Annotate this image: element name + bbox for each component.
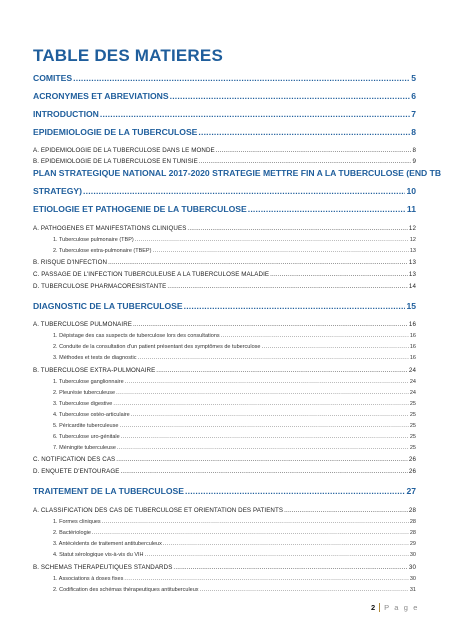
toc-leader-dots [199, 158, 412, 165]
toc-subsubentry[interactable] [33, 445, 416, 451]
toc-subsubentry[interactable] [33, 423, 416, 429]
toc-subsubentry[interactable] [33, 401, 416, 407]
toc-leader-dots [117, 445, 409, 451]
toc-subsubentry[interactable] [33, 333, 416, 339]
toc-subentry[interactable] [33, 259, 416, 266]
toc-leader-dots [92, 530, 409, 536]
toc-entry-label: D. TUBERCULOSE PHARMACORESISTANTE [33, 283, 167, 290]
toc-entry-plan-line1[interactable]: PLAN STRATEGIQUE NATIONAL 2017-2020 STRATEGIE METTRE FIN A LA TUBERCULOSE (END TB [33, 168, 442, 178]
toc-page-number: 27 [406, 486, 416, 496]
toc-page-number: 30 [409, 552, 416, 558]
toc-entry-traitement[interactable] [33, 486, 416, 496]
toc-page-number: 26 [408, 468, 416, 475]
toc-leader-dots [163, 541, 409, 547]
toc-leader-dots [73, 73, 410, 83]
toc-subsubentry[interactable] [33, 552, 416, 558]
toc-subsubentry[interactable] [33, 576, 416, 582]
toc-leader-dots [83, 186, 405, 196]
toc-page-number: 26 [408, 456, 416, 463]
toc-entry-diagnostic[interactable] [33, 301, 416, 311]
toc-page-number: 16 [409, 344, 416, 350]
toc-entry-label: A. TUBERCULOSE PULMONAIRE [33, 321, 133, 328]
toc-page-number: 30 [409, 576, 416, 582]
toc-leader-dots [102, 519, 409, 525]
toc-page-number: 25 [409, 423, 416, 429]
toc-entry-label: INTRODUCTION [33, 109, 99, 119]
toc-subsubentry[interactable] [33, 237, 416, 243]
toc-page-number: 13 [408, 271, 416, 278]
toc-page-number: 12 [408, 225, 416, 232]
toc-entry-comites[interactable] [33, 73, 416, 83]
toc-leader-dots [156, 367, 408, 374]
toc-entry-label: 1. Tuberculose ganglionnaire [53, 379, 124, 385]
toc-leader-dots [133, 321, 408, 328]
toc-leader-dots [187, 225, 407, 232]
toc-subentry[interactable] [33, 271, 416, 278]
toc-entry-label: TRAITEMENT DE LA TUBERCULOSE [33, 486, 185, 496]
toc-subsubentry[interactable] [33, 379, 416, 385]
toc-page-number: 11 [406, 204, 416, 214]
toc-page-number: 28 [409, 530, 416, 536]
toc-entry-epidemiologie[interactable] [33, 127, 416, 137]
toc-page-number: 24 [408, 367, 416, 374]
toc-leader-dots [116, 390, 409, 396]
footer-separator [379, 603, 380, 612]
toc-subsubentry[interactable] [33, 390, 416, 396]
toc-entry-label: 1. Dépistage des cas suspects de tuberculose lors des consultations [53, 333, 220, 339]
toc-subentry[interactable] [33, 147, 416, 154]
toc-entry-label: EPIDEMIOLOGIE DE LA TUBERCULOSE [33, 127, 198, 137]
toc-entry-label: A. CLASSIFICATION DES CAS DE TUBERCULOSE ET ORIENTATION DES PATIENTS [33, 507, 284, 514]
toc-entry-introduction[interactable] [33, 109, 416, 119]
toc-entry-label: 1. Formes cliniques [53, 519, 101, 525]
toc-subentry[interactable] [33, 225, 416, 232]
toc-entry-label: B. SCHEMAS THERAPEUTIQUES STANDARDS [33, 564, 173, 571]
toc-entry-label: B. EPIDEMIOLOGIE DE LA TUBERCULOSE EN TUNISIE [33, 158, 198, 165]
toc-entry-label: STRATEGY) [33, 186, 83, 196]
toc-subentry[interactable] [33, 321, 416, 328]
toc-subentry[interactable] [33, 367, 416, 374]
toc-entry-label: ACRONYMES ET ABREVIATIONS [33, 91, 169, 101]
toc-page-number: 24 [409, 379, 416, 385]
toc-page-number: 7 [411, 109, 416, 119]
toc-subentry[interactable] [33, 564, 416, 571]
toc-page-number: 16 [409, 333, 416, 339]
toc-leader-dots [167, 283, 408, 290]
toc-page-number: 6 [411, 91, 416, 101]
toc-page-number: 8 [411, 127, 416, 137]
toc-leader-dots [173, 564, 407, 571]
toc-page-number: 16 [409, 355, 416, 361]
toc-leader-dots [184, 301, 406, 311]
toc-entry-label: DIAGNOSTIC DE LA TUBERCULOSE [33, 301, 183, 311]
toc-entry-label: 2. Codification des schémas thérapeutiques antituberculeux [53, 587, 199, 593]
toc-leader-dots [124, 576, 409, 582]
toc-subsubentry[interactable] [33, 434, 416, 440]
toc-entry-label: B. RISQUE D'INFECTION [33, 259, 108, 266]
toc-leader-dots [131, 412, 409, 418]
toc-entry-label: B. TUBERCULOSE EXTRA-PULMONAIRE [33, 367, 156, 374]
toc-entry-label: 6. Tuberculose uro-génitale [53, 434, 120, 440]
toc-entry-label: 1. Tuberculose pulmonaire (TBP) [53, 237, 134, 243]
toc-page-number: 30 [408, 564, 416, 571]
toc-page-number: 25 [409, 434, 416, 440]
toc-entry-label: C. PASSAGE DE L'INFECTION TUBERCULEUSE A LA TUBERCULOSE MALADIE [33, 271, 270, 278]
toc-entry-label: 2. Bactériologie [53, 530, 91, 536]
toc-title: TABLE DES MATIERES [33, 46, 223, 65]
toc-entry-label: D. ENQUETE D'ENTOURAGE [33, 468, 120, 475]
toc-leader-dots [113, 401, 409, 407]
toc-leader-dots [137, 355, 408, 361]
toc-leader-dots [145, 552, 409, 558]
toc-leader-dots [108, 259, 408, 266]
toc-subentry[interactable] [33, 283, 416, 290]
toc-page-number: 28 [408, 507, 416, 514]
toc-entry-label: 5. Péricardite tuberculeuse [53, 423, 119, 429]
toc-subentry[interactable] [33, 456, 416, 463]
toc-entry-label: 1. Associations à doses fixes [53, 576, 124, 582]
toc-leader-dots [152, 248, 408, 254]
toc-subsubentry[interactable] [33, 344, 416, 350]
toc-leader-dots [221, 333, 409, 339]
toc-subsubentry[interactable] [33, 541, 416, 547]
toc-entry-label: ETIOLOGIE ET PATHOGENIE DE LA TUBERCULOSE [33, 204, 247, 214]
toc-page-number: 5 [411, 73, 416, 83]
toc-entry-label: 4. Tuberculose ostéo-articulaire [53, 412, 130, 418]
toc-leader-dots [116, 456, 408, 463]
footer-page-number: 2 [370, 603, 376, 612]
toc-entry-label: 2. Tuberculose extra-pulmonaire (TBEP) [53, 248, 152, 254]
toc-subsubentry[interactable] [33, 412, 416, 418]
toc-entry-plan-strategique[interactable] [33, 186, 416, 196]
toc-page-number: 25 [409, 445, 416, 451]
toc-leader-dots [120, 468, 407, 475]
toc-entry-label: C. NOTIFICATION DES CAS [33, 456, 116, 463]
toc-page-number: 28 [409, 519, 416, 525]
toc-entry-label: A. PATHOGENES ET MANIFESTATIONS CLINIQUES [33, 225, 187, 232]
toc-subentry[interactable] [33, 158, 416, 165]
toc-leader-dots [284, 507, 408, 514]
toc-entry-label: COMITES [33, 73, 73, 83]
toc-page-number: 9 [412, 158, 416, 165]
toc-subsubentry[interactable] [33, 519, 416, 525]
toc-leader-dots [200, 587, 409, 593]
toc-subsubentry[interactable] [33, 355, 416, 361]
toc-leader-dots [216, 147, 412, 154]
toc-page-number: 31 [409, 587, 416, 593]
toc-page-number: 24 [409, 390, 416, 396]
toc-page-number: 13 [408, 259, 416, 266]
toc-page-number: 25 [409, 412, 416, 418]
toc-subsubentry[interactable] [33, 587, 416, 593]
toc-entry-label: 2. Conduite de la consultation d'un patient présentant des symptômes de tuberculose [53, 344, 261, 350]
footer-page-word: P a g e [384, 603, 419, 612]
toc-leader-dots [100, 109, 410, 119]
toc-page-number: 10 [406, 186, 416, 196]
toc-page-number: 29 [409, 541, 416, 547]
toc-entry-etiologie[interactable] [33, 204, 416, 214]
toc-page-number: 14 [408, 283, 416, 290]
toc-page-number: 8 [412, 147, 416, 154]
toc-leader-dots [248, 204, 406, 214]
toc-leader-dots [121, 434, 409, 440]
toc-leader-dots [185, 486, 405, 496]
toc-entry-label: 3. Méthodes et tests de diagnostic [53, 355, 137, 361]
toc-leader-dots [125, 379, 409, 385]
toc-page-number: 12 [409, 237, 416, 243]
toc-leader-dots [198, 127, 410, 137]
toc-page-number: 15 [406, 301, 416, 311]
toc-page-number: 16 [408, 321, 416, 328]
toc-leader-dots [261, 344, 408, 350]
toc-subentry[interactable] [33, 468, 416, 475]
page-footer [371, 603, 419, 612]
toc-entry-label: 3. Antécédents de traitement antituberculeux [53, 541, 162, 547]
toc-entry-acronymes[interactable] [33, 91, 416, 101]
toc-leader-dots [135, 237, 409, 243]
toc-subsubentry[interactable] [33, 248, 416, 254]
toc-leader-dots [170, 91, 411, 101]
toc-leader-dots [119, 423, 408, 429]
toc-subentry[interactable] [33, 507, 416, 514]
toc-leader-dots [270, 271, 408, 278]
toc-entry-label: 7. Méningite tuberculeuse [53, 445, 116, 451]
toc-entry-label: 4. Statut sérologique vis-à-vis du VIH [53, 552, 144, 558]
toc-entry-label: 2. Pleurésie tuberculeuse [53, 390, 116, 396]
toc-entry-label: A. EPIDEMIOLOGIE DE LA TUBERCULOSE DANS LE MONDE [33, 147, 215, 154]
toc-page-number: 25 [409, 401, 416, 407]
toc-entry-label: 3. Tuberculose digestive [53, 401, 113, 407]
toc-page-number: 13 [409, 248, 416, 254]
toc-subsubentry[interactable] [33, 530, 416, 536]
